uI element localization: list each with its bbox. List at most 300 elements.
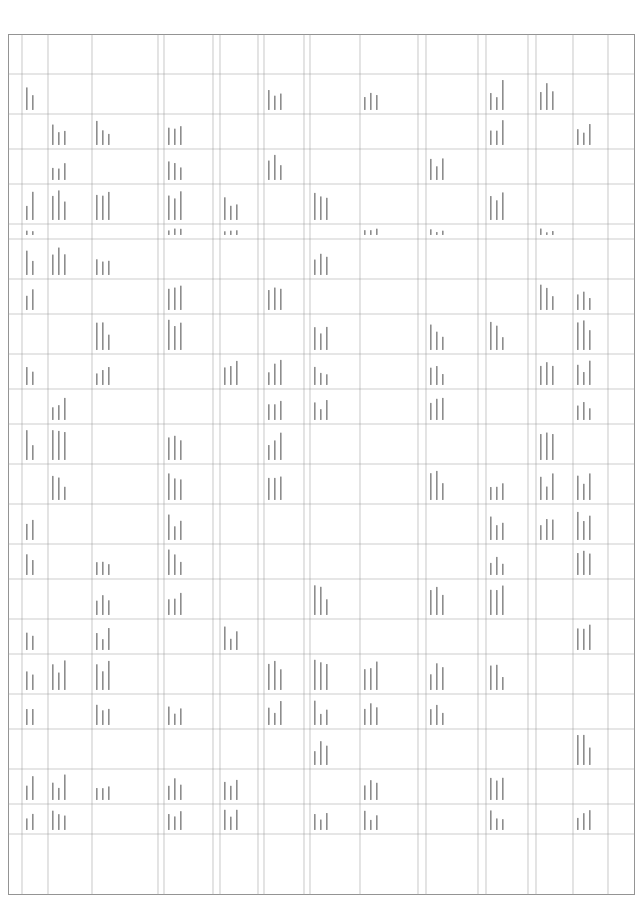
cell-text-placeholder (370, 668, 372, 690)
cell-text-placeholder (430, 324, 432, 350)
cell-text-placeholder (583, 133, 585, 145)
cell-text-placeholder (58, 673, 60, 690)
cell-text-placeholder (540, 525, 542, 540)
cell-text-placeholder (280, 93, 282, 110)
cell-text-placeholder (102, 130, 104, 145)
cell-text-placeholder (577, 735, 579, 765)
cell-text-placeholder (26, 367, 28, 385)
cell-text-placeholder (583, 484, 585, 500)
cell-text-placeholder (274, 287, 276, 310)
cell-text-placeholder (552, 434, 554, 460)
cell-text-placeholder (64, 163, 66, 180)
cell-text-placeholder (52, 430, 54, 460)
cell-text-placeholder (180, 593, 182, 615)
cell-text-placeholder (102, 671, 104, 690)
cell-text-placeholder (376, 229, 378, 235)
cell-text-placeholder (430, 590, 432, 615)
cell-text-placeholder (174, 129, 176, 145)
cell-text-placeholder (540, 229, 542, 235)
cell-text-placeholder (224, 231, 226, 235)
cell-text-placeholder (26, 709, 28, 725)
cell-text-placeholder (314, 367, 316, 385)
cell-text-placeholder (174, 326, 176, 350)
cell-text-placeholder (583, 735, 585, 765)
cell-text-placeholder (364, 97, 366, 110)
cell-text-placeholder (442, 398, 444, 420)
cell-text-placeholder (314, 327, 316, 350)
cell-text-placeholder (268, 445, 270, 460)
cell-text-placeholder (326, 198, 328, 220)
cell-text-placeholder (320, 662, 322, 690)
cell-text-placeholder (174, 288, 176, 310)
cell-text-placeholder (108, 661, 110, 690)
cell-text-placeholder (96, 259, 98, 275)
cell-text-placeholder (376, 815, 378, 830)
cell-text-placeholder (540, 477, 542, 500)
cell-text-placeholder (32, 776, 34, 800)
cell-text-placeholder (430, 473, 432, 500)
cell-text-placeholder (26, 251, 28, 275)
cell-text-placeholder (502, 192, 504, 220)
cell-text-placeholder (436, 399, 438, 420)
cell-text-placeholder (436, 166, 438, 180)
cell-text-placeholder (583, 292, 585, 310)
cell-text-placeholder (96, 373, 98, 385)
cell-text-placeholder (108, 192, 110, 220)
cell-text-placeholder (577, 476, 579, 500)
cell-text-placeholder (583, 551, 585, 575)
cell-text-placeholder (268, 372, 270, 385)
cell-text-placeholder (224, 782, 226, 800)
cell-text-placeholder (552, 296, 554, 310)
cell-text-placeholder (268, 664, 270, 690)
cell-text-placeholder (364, 669, 366, 690)
cell-text-placeholder (577, 628, 579, 650)
cell-text-placeholder (502, 564, 504, 575)
cell-text-placeholder (26, 554, 28, 575)
cell-text-placeholder (490, 665, 492, 690)
cell-text-placeholder (102, 562, 104, 575)
cell-text-placeholder (546, 288, 548, 310)
cell-text-placeholder (326, 746, 328, 765)
cell-text-placeholder (26, 671, 28, 690)
cell-text-placeholder (174, 163, 176, 180)
cell-text-placeholder (32, 520, 34, 540)
cell-text-placeholder (64, 131, 66, 145)
cell-text-placeholder (326, 664, 328, 690)
cell-text-placeholder (96, 601, 98, 615)
cell-text-placeholder (430, 368, 432, 385)
cell-text-placeholder (442, 483, 444, 500)
cell-text-placeholder (502, 677, 504, 690)
cell-text-placeholder (26, 786, 28, 800)
cell-text-placeholder (168, 707, 170, 725)
cell-text-placeholder (376, 783, 378, 800)
cell-text-placeholder (577, 512, 579, 540)
cell-text-placeholder (268, 404, 270, 420)
cell-text-placeholder (52, 407, 54, 420)
cell-text-placeholder (58, 788, 60, 800)
cell-text-placeholder (502, 778, 504, 800)
cell-text-placeholder (274, 440, 276, 460)
cell-text-placeholder (589, 298, 591, 310)
cell-text-placeholder (168, 514, 170, 540)
cell-text-placeholder (442, 595, 444, 615)
cell-text-placeholder (490, 487, 492, 500)
cell-text-placeholder (552, 231, 554, 235)
budget-table (8, 34, 635, 895)
cell-text-placeholder (224, 627, 226, 650)
cell-text-placeholder (180, 286, 182, 310)
cell-text-placeholder (230, 206, 232, 220)
cell-text-placeholder (32, 709, 34, 725)
cell-text-placeholder (52, 476, 54, 500)
cell-text-placeholder (32, 445, 34, 460)
cell-text-placeholder (96, 633, 98, 650)
cell-text-placeholder (370, 780, 372, 800)
cell-text-placeholder (102, 370, 104, 385)
cell-text-placeholder (52, 811, 54, 830)
cell-text-placeholder (26, 524, 28, 540)
cell-text-placeholder (174, 714, 176, 725)
cell-text-placeholder (589, 553, 591, 575)
cell-text-placeholder (274, 713, 276, 725)
table-frame (9, 35, 635, 895)
cell-text-placeholder (326, 257, 328, 275)
cell-text-placeholder (442, 713, 444, 725)
cell-text-placeholder (546, 432, 548, 460)
cell-text-placeholder (496, 131, 498, 145)
cell-text-placeholder (230, 231, 232, 235)
cell-text-placeholder (52, 664, 54, 690)
cell-text-placeholder (490, 196, 492, 220)
cell-text-placeholder (108, 600, 110, 615)
cell-text-placeholder (583, 372, 585, 385)
cell-text-placeholder (430, 159, 432, 180)
cell-text-placeholder (224, 197, 226, 220)
cell-text-placeholder (436, 587, 438, 615)
cell-text-placeholder (314, 585, 316, 615)
cell-text-placeholder (546, 519, 548, 540)
cell-text-placeholder (180, 167, 182, 180)
cell-text-placeholder (236, 204, 238, 220)
cell-text-placeholder (436, 232, 438, 235)
cell-text-placeholder (280, 701, 282, 725)
cell-text-placeholder (268, 478, 270, 500)
cell-text-placeholder (320, 254, 322, 275)
cell-text-placeholder (314, 751, 316, 765)
cell-text-placeholder (280, 289, 282, 310)
cell-text-placeholder (370, 93, 372, 110)
cell-text-placeholder (236, 631, 238, 650)
cell-text-placeholder (26, 231, 28, 235)
cell-text-placeholder (589, 124, 591, 145)
cell-text-placeholder (102, 196, 104, 220)
cell-text-placeholder (58, 431, 60, 460)
cell-text-placeholder (436, 332, 438, 350)
cell-text-placeholder (26, 87, 28, 110)
cell-text-placeholder (583, 629, 585, 650)
cell-text-placeholder (268, 708, 270, 725)
cell-text-placeholder (577, 322, 579, 350)
cell-text-placeholder (502, 819, 504, 830)
cell-text-placeholder (174, 436, 176, 460)
cell-text-placeholder (58, 132, 60, 145)
cell-text-placeholder (490, 778, 492, 800)
cell-text-placeholder (52, 254, 54, 275)
cell-text-placeholder (174, 599, 176, 615)
cell-text-placeholder (168, 196, 170, 220)
cell-text-placeholder (58, 405, 60, 420)
cell-text-placeholder (577, 818, 579, 830)
cell-text-placeholder (274, 478, 276, 500)
cell-text-placeholder (174, 526, 176, 540)
cell-text-placeholder (436, 366, 438, 385)
rotated-table-sheet (8, 34, 635, 895)
cell-text-placeholder (180, 323, 182, 350)
cell-text-placeholder (26, 296, 28, 310)
cell-text-placeholder (168, 786, 170, 800)
cell-text-placeholder (280, 476, 282, 500)
cell-text-placeholder (314, 814, 316, 830)
cell-text-placeholder (546, 83, 548, 110)
cell-text-placeholder (280, 669, 282, 690)
cell-text-placeholder (58, 814, 60, 830)
cell-text-placeholder (32, 636, 34, 650)
cell-text-placeholder (102, 639, 104, 650)
cell-text-placeholder (96, 195, 98, 220)
cell-text-placeholder (236, 780, 238, 800)
cell-text-placeholder (490, 322, 492, 350)
cell-text-placeholder (268, 90, 270, 110)
cell-text-placeholder (502, 523, 504, 540)
cell-text-placeholder (96, 562, 98, 575)
cell-text-placeholder (589, 330, 591, 350)
cell-text-placeholder (180, 440, 182, 460)
cell-text-placeholder (64, 432, 66, 460)
cell-text-placeholder (577, 365, 579, 385)
cell-text-placeholder (102, 262, 104, 275)
cell-text-placeholder (496, 200, 498, 220)
cell-text-placeholder (552, 473, 554, 500)
cell-text-placeholder (168, 128, 170, 145)
cell-text-placeholder (280, 165, 282, 180)
cell-text-placeholder (326, 327, 328, 350)
cell-text-placeholder (496, 525, 498, 540)
cell-text-placeholder (280, 433, 282, 460)
cell-text-placeholder (583, 402, 585, 420)
cell-text-placeholder (180, 229, 182, 235)
cell-text-placeholder (58, 247, 60, 275)
cell-text-placeholder (320, 819, 322, 830)
cell-text-placeholder (502, 337, 504, 350)
cell-text-placeholder (552, 366, 554, 385)
cell-text-placeholder (32, 674, 34, 690)
cell-text-placeholder (64, 487, 66, 500)
cell-text-placeholder (589, 516, 591, 540)
cell-text-placeholder (496, 326, 498, 350)
cell-text-placeholder (102, 322, 104, 350)
cell-text-placeholder (108, 564, 110, 575)
cell-text-placeholder (32, 231, 34, 235)
cell-text-placeholder (64, 660, 66, 690)
cell-text-placeholder (180, 191, 182, 220)
cell-text-placeholder (577, 406, 579, 420)
cell-text-placeholder (490, 590, 492, 615)
cell-text-placeholder (280, 401, 282, 420)
cell-text-placeholder (540, 285, 542, 310)
cell-text-placeholder (52, 783, 54, 800)
cell-text-placeholder (320, 409, 322, 420)
cell-text-placeholder (370, 703, 372, 725)
cell-text-placeholder (540, 434, 542, 460)
cell-text-placeholder (326, 813, 328, 830)
cell-text-placeholder (364, 811, 366, 830)
cell-text-placeholder (577, 294, 579, 310)
cell-text-placeholder (180, 785, 182, 800)
cell-text-placeholder (274, 364, 276, 385)
cell-text-placeholder (442, 667, 444, 690)
cell-text-placeholder (442, 231, 444, 235)
cell-text-placeholder (174, 554, 176, 575)
cell-text-placeholder (32, 560, 34, 575)
cell-text-placeholder (442, 158, 444, 180)
cell-text-placeholder (490, 93, 492, 110)
cell-text-placeholder (577, 553, 579, 575)
cell-text-placeholder (502, 120, 504, 145)
cell-text-placeholder (96, 788, 98, 800)
cell-text-placeholder (180, 708, 182, 725)
cell-text-placeholder (496, 781, 498, 800)
cell-text-placeholder (64, 398, 66, 420)
cell-text-placeholder (168, 320, 170, 350)
cell-text-placeholder (230, 786, 232, 800)
cell-text-placeholder (102, 710, 104, 725)
cell-text-placeholder (168, 437, 170, 460)
cell-text-placeholder (108, 261, 110, 275)
cell-text-placeholder (26, 206, 28, 220)
cell-text-placeholder (168, 814, 170, 830)
cell-text-placeholder (496, 590, 498, 615)
cell-text-placeholder (52, 125, 54, 145)
cell-text-placeholder (502, 80, 504, 110)
cell-text-placeholder (26, 633, 28, 650)
cell-text-placeholder (546, 486, 548, 500)
cell-text-placeholder (442, 337, 444, 350)
cell-text-placeholder (320, 741, 322, 765)
cell-text-placeholder (320, 714, 322, 725)
cell-text-placeholder (32, 192, 34, 220)
cell-text-placeholder (108, 367, 110, 385)
cell-text-placeholder (174, 816, 176, 830)
cell-text-placeholder (180, 479, 182, 500)
cell-text-placeholder (236, 810, 238, 830)
cell-text-placeholder (376, 707, 378, 725)
cell-text-placeholder (442, 374, 444, 385)
cell-text-placeholder (268, 160, 270, 180)
cell-text-placeholder (174, 478, 176, 500)
cell-text-placeholder (546, 362, 548, 385)
cell-text-placeholder (376, 662, 378, 690)
cell-text-placeholder (436, 471, 438, 500)
cell-text-placeholder (370, 230, 372, 235)
cell-text-placeholder (326, 599, 328, 615)
cell-text-placeholder (108, 628, 110, 650)
cell-text-placeholder (108, 335, 110, 350)
cell-text-placeholder (326, 710, 328, 725)
cell-text-placeholder (436, 663, 438, 690)
cell-text-placeholder (174, 198, 176, 220)
cell-text-placeholder (314, 402, 316, 420)
cell-text-placeholder (552, 519, 554, 540)
cell-text-placeholder (540, 366, 542, 385)
cell-text-placeholder (364, 785, 366, 800)
cell-text-placeholder (180, 811, 182, 830)
cell-text-placeholder (236, 361, 238, 385)
cell-text-placeholder (496, 97, 498, 110)
cell-text-placeholder (32, 372, 34, 385)
cell-text-placeholder (168, 230, 170, 235)
cell-text-placeholder (224, 810, 226, 830)
cell-text-placeholder (274, 96, 276, 110)
cell-text-placeholder (96, 323, 98, 350)
cell-text-placeholder (224, 367, 226, 385)
cell-text-placeholder (583, 521, 585, 540)
cell-text-placeholder (589, 748, 591, 765)
cell-text-placeholder (108, 709, 110, 725)
cell-text-placeholder (96, 664, 98, 690)
cell-text-placeholder (32, 289, 34, 310)
cell-text-placeholder (490, 563, 492, 575)
cell-text-placeholder (370, 820, 372, 830)
cell-text-placeholder (32, 261, 34, 275)
cell-text-placeholder (64, 774, 66, 800)
cell-text-placeholder (496, 487, 498, 500)
cell-text-placeholder (320, 333, 322, 350)
cell-text-placeholder (174, 778, 176, 800)
cell-text-placeholder (314, 193, 316, 220)
cell-text-placeholder (314, 701, 316, 725)
cell-text-placeholder (496, 818, 498, 830)
cell-text-placeholder (496, 665, 498, 690)
cell-text-placeholder (589, 473, 591, 500)
cell-text-placeholder (314, 660, 316, 690)
cell-text-placeholder (168, 549, 170, 575)
cell-text-placeholder (490, 810, 492, 830)
cell-text-placeholder (496, 557, 498, 575)
cell-text-placeholder (96, 121, 98, 145)
cell-text-placeholder (326, 400, 328, 420)
cell-text-placeholder (108, 786, 110, 800)
cell-text-placeholder (58, 190, 60, 220)
cell-text-placeholder (52, 168, 54, 180)
cell-text-placeholder (430, 229, 432, 235)
cell-text-placeholder (320, 373, 322, 385)
cell-text-placeholder (274, 661, 276, 690)
cell-text-placeholder (180, 521, 182, 540)
cell-text-placeholder (58, 477, 60, 500)
cell-text-placeholder (502, 483, 504, 500)
cell-text-placeholder (274, 404, 276, 420)
cell-text-placeholder (64, 254, 66, 275)
cell-text-placeholder (230, 639, 232, 650)
cell-text-placeholder (32, 814, 34, 830)
cell-text-placeholder (280, 360, 282, 385)
cell-text-placeholder (168, 289, 170, 310)
cell-text-placeholder (314, 259, 316, 275)
cell-text-placeholder (589, 408, 591, 420)
cell-text-placeholder (230, 366, 232, 385)
